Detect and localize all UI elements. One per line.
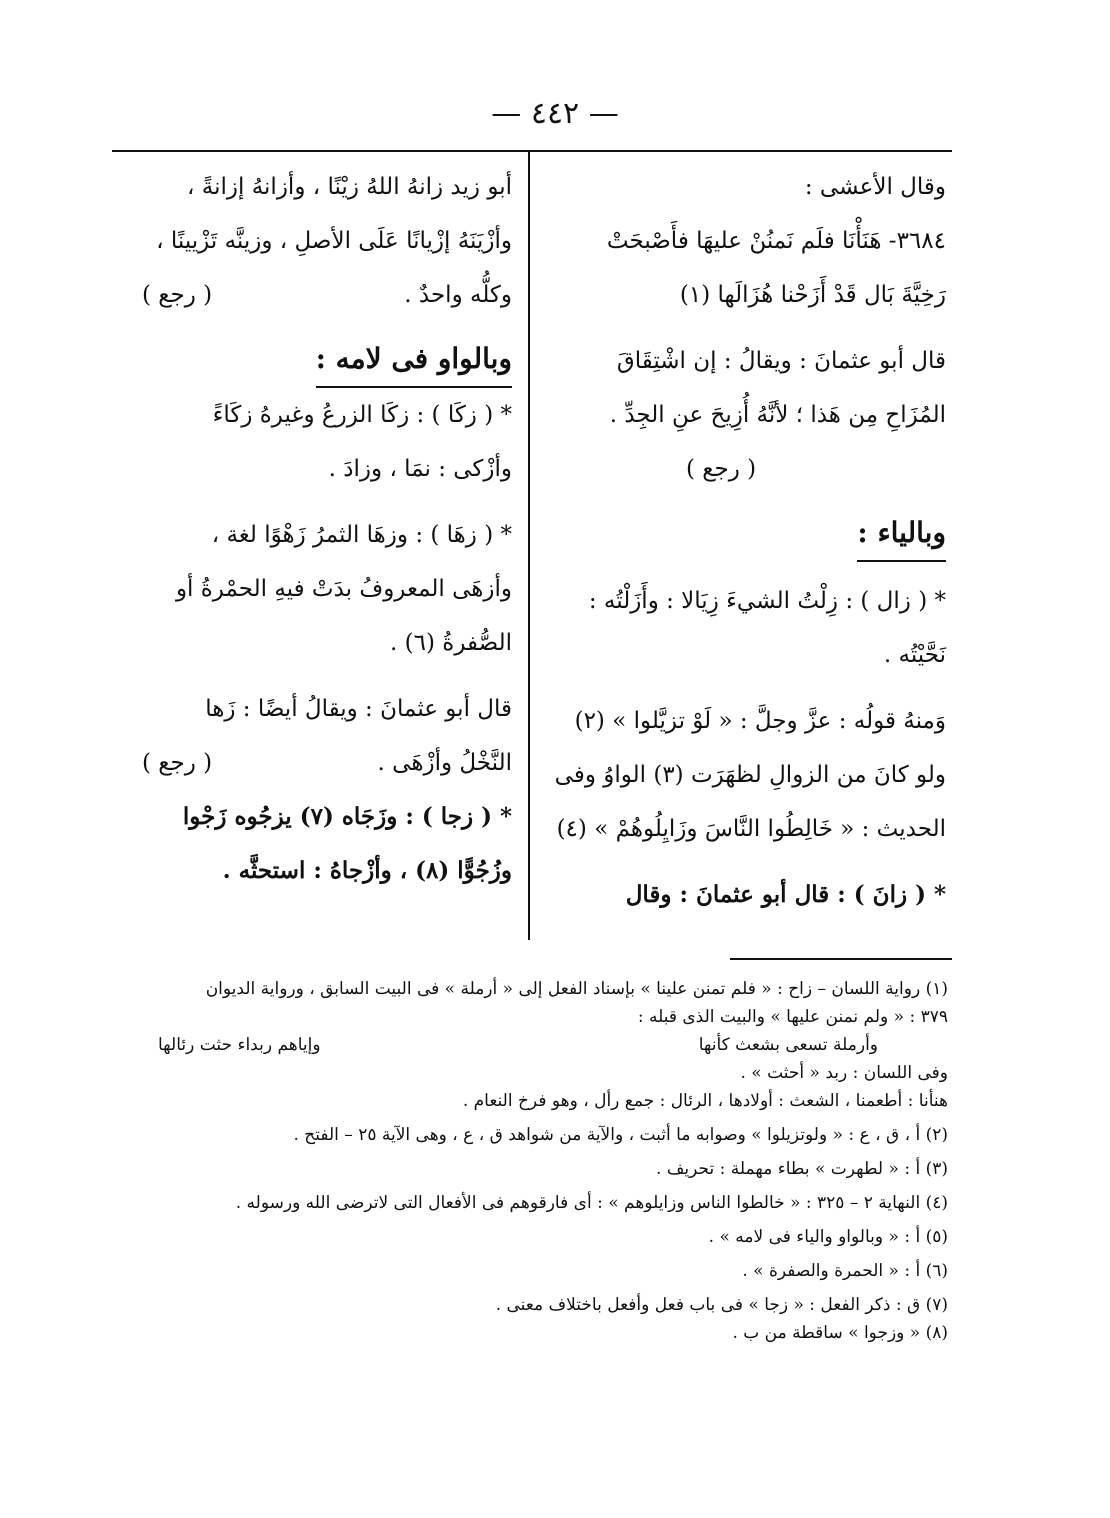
entry-line: نَحَّيْتُه .	[883, 642, 946, 668]
footnote: (٥) أ : « وبالواو والياء فى لامه » .	[708, 1227, 948, 1247]
quote-line: قال أبو عثمانَ : ويقالُ : إن اشْتِقَاقَ	[616, 348, 946, 374]
entry-line: الحديث : « خَالِطُوا النَّاسَ وزَايِلُوهُمْ » (٤)	[556, 816, 946, 842]
entry-line: وَمنهُ قولُه : عزَّ وجلَّ : « لَوْ تزيَّلوا » (٢)	[574, 708, 946, 734]
entry-line: وأزهَى المعروفُ بدَتْ فيهِ الحمْرةُ أو	[175, 576, 512, 602]
footnote: (٣) أ : « لطهرت » بطاء مهملة : تحريف .	[656, 1159, 948, 1179]
right-column	[546, 160, 946, 922]
entry-line: ولو كانَ من الزوالِ لظهَرَت (٣) الواوُ وفى	[554, 762, 946, 788]
verse-line: ٣٦٨٤- هَنَأْنَا فلَم نَمنُنْ عليهَا فأَصْبحَتْ	[606, 228, 946, 254]
verse-hemistich: وأرملة تسعى بشعث كأنها	[698, 1035, 878, 1055]
left-column	[112, 160, 512, 898]
entry-line: وزُجُوًّا (٨) ، وأزْجاهُ : استحثَّه .	[222, 857, 512, 884]
section-heading: وبالياء :	[857, 508, 946, 562]
footnote: (٧) ق : ذكر الفعل : « زجا » فى باب فعل وأفعل باختلاف معنى .	[495, 1295, 948, 1315]
poet-intro: وقال الأعشى :	[804, 174, 946, 200]
entry-line: * ( زكَا ) : زكَا الزرعُ وغيرهُ زكَاءً	[212, 402, 512, 428]
entry-line: أبو زيد زانهُ اللهُ زيْنًا ، وأزانهُ إزانةً ،	[187, 174, 512, 200]
verse-line: رَخِيَّةَ بَال قَدْ أَزَحْنا هُزَالَها (١)	[679, 282, 946, 308]
entry-line: الصُّفرةُ (٦) .	[390, 630, 512, 656]
footnotes	[118, 975, 948, 1347]
page-number: — ٤٤٢ —	[491, 96, 619, 131]
entry-line: * ( زهَا ) : وزهَا الثمرُ زَهْوًا لغة ،	[211, 522, 512, 548]
entry-line: وأزْكى : نمَا ، وزادَ .	[328, 456, 512, 482]
entry-line: * ( زانَ ) : قال أبو عثمانَ : وقال	[625, 881, 946, 908]
entry-line: وأزْيَنَهُ إزْيانًا عَلَى الأصلِ ، وزينَّه تَزْيينًا ،	[156, 228, 512, 254]
quote-line: المُزَاحِ مِن هَذا ؛ لأنَّهُ أُزِيحَ عنِ الجِدِّ .	[609, 402, 946, 428]
entry-line: * ( زجا ) : وزَجَاه (٧) يزجُوه زَجْوا	[182, 803, 512, 830]
footnote: (٨) « وزجوا » ساقطة من ب .	[732, 1323, 948, 1343]
footnote: (٢) أ ، ق ، ع : « ولوتزيلوا » وصوابه ما أثبت ، والآية من شواهد ق ، ع ، وهى الآية ٢٥ – الفتح .	[293, 1125, 948, 1145]
footnote: وفى اللسان : ربد « أحثت » .	[740, 1063, 948, 1083]
footnote: (١) رواية اللسان – زاح : « فلم تمنن علينا » بإسناد الفعل إلى « أرملة » فى البيت السابق ، ورواية الديوان	[205, 979, 948, 999]
reference-mark: ( رجع )	[686, 456, 757, 482]
footnote: (٤) النهاية ٢ – ٣٢٥ : « خالطوا الناس وزايلوهم » : أى فارقوهم فى الأفعال التى لاترضى الله ورسوله .	[235, 1193, 948, 1213]
entry-line: وكلُّه واحدٌ .	[404, 282, 512, 308]
column-divider	[528, 150, 530, 940]
quote-line: قال أبو عثمانَ : ويقالُ أيضًا : زَها	[205, 696, 512, 722]
footnote-verse	[118, 1031, 948, 1059]
header-rule	[112, 150, 952, 152]
footnote: هنأنا : أطعمنا ، الشعث : أولادها ، الرئال : جمع رأل ، وهو فرخ النعام .	[462, 1091, 948, 1111]
footnote-rule	[730, 958, 952, 960]
verse-hemistich: وإياهم ربداء حثت رئالها	[158, 1035, 321, 1055]
section-heading: وبالواو فى لامه :	[316, 334, 512, 388]
entry-line: * ( زال ) : زِلْتُ الشيءَ زِيَالا : وأَزَلْتُه :	[588, 588, 946, 614]
quote-line: النَّخْلُ وأزْهَى .	[377, 750, 512, 776]
reference-mark: ( رجع )	[142, 750, 213, 776]
footnote: (٦) أ : « الحمرة والصفرة » .	[742, 1261, 948, 1281]
reference-mark: ( رجع )	[142, 282, 213, 308]
footnote: ٣٧٩ : « ولم نمنن عليها » والبيت الذى قبله :	[637, 1007, 948, 1027]
